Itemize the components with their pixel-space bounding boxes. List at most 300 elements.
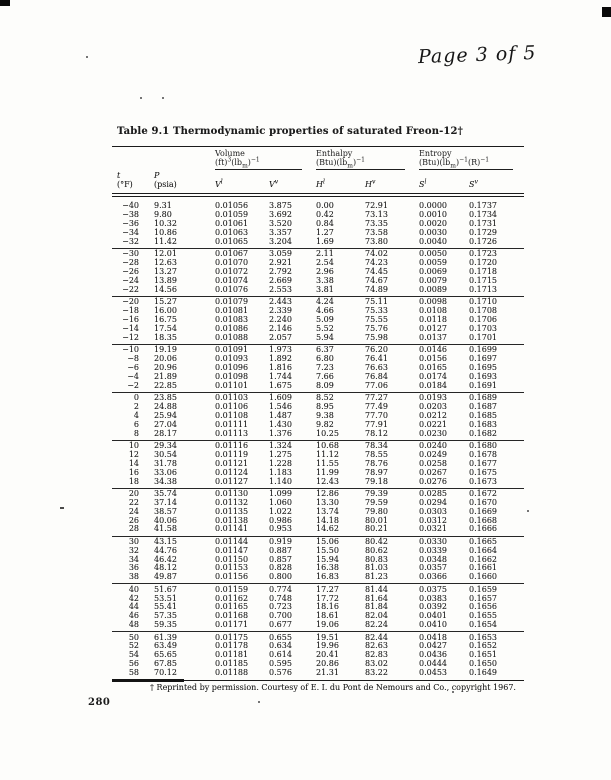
table-cell: 21.31	[316, 668, 339, 678]
table-cell: 0.01116	[215, 440, 249, 450]
table-cell: 40.06	[154, 515, 177, 525]
table-cell: 83.22	[365, 668, 388, 678]
table-cell: 5.52	[316, 323, 334, 333]
scan-artifact	[258, 701, 260, 703]
table-cell: 0	[133, 392, 139, 402]
table-cell: 35.74	[154, 488, 177, 498]
column-header-p: P (psia)	[154, 171, 177, 189]
table-cell: 77.06	[365, 380, 388, 390]
table-cell: 0.01079	[215, 297, 249, 307]
table-cell: 0.1662	[469, 554, 497, 564]
table-cell: 18.35	[154, 332, 177, 342]
table-cell: 16.38	[316, 563, 339, 573]
table-cell: 16.83	[316, 572, 339, 582]
table-cell: 8	[133, 428, 139, 438]
table-cell: 0.01153	[215, 563, 249, 573]
table-cell: 0.723	[269, 602, 292, 612]
table-cell: 0.01065	[215, 236, 249, 246]
table-cell: 20.86	[316, 659, 339, 669]
table-cell: 3.38	[316, 275, 334, 285]
table-column-header-row	[117, 172, 519, 190]
table-cell: 0.1668	[469, 515, 497, 525]
column-header-t: t (°F)	[117, 171, 133, 189]
table-cell: 0.655	[269, 632, 292, 642]
table-cell: 0.774	[269, 584, 292, 594]
table-cell: 0.1691	[469, 380, 497, 390]
table-cell: 0.1737	[469, 201, 497, 211]
table-cell: 80.21	[365, 524, 388, 534]
table-cell: 76.41	[365, 353, 388, 363]
table-cell: 0.0137	[419, 332, 447, 342]
table-cell: 83.02	[365, 659, 388, 669]
table-cell: 0.01108	[215, 410, 249, 420]
table-cell: −28	[122, 258, 139, 268]
table-cell: 1.675	[269, 380, 292, 390]
table-cell: 29.34	[154, 440, 177, 450]
table-cell: 0.01135	[215, 506, 249, 516]
table-cell: 0.0020	[419, 219, 447, 229]
table-cell: −32	[122, 236, 139, 246]
table-cell: 0.953	[269, 524, 292, 534]
table-cell: 0.576	[269, 668, 292, 678]
table-cell: 56	[128, 659, 139, 669]
table-cell: 5.09	[316, 314, 334, 324]
table-cell: 74.23	[365, 258, 388, 268]
table-cell: 0.0230	[419, 428, 447, 438]
table-cell: 7.66	[316, 371, 334, 381]
table-cell: 0.01159	[215, 584, 249, 594]
column-header-vl: $V^l$	[215, 178, 223, 189]
table-cell: 0.0212	[419, 410, 447, 420]
table-cell: 0.1708	[469, 306, 497, 316]
table-cell: 2.669	[269, 275, 292, 285]
table-cell: 0.0392	[419, 602, 447, 612]
table-cell: 0.0240	[419, 440, 447, 450]
table-cell: 14	[128, 458, 139, 468]
table-row	[117, 478, 519, 487]
table-cell: 3.81	[316, 284, 334, 294]
table-cell: 4.66	[316, 306, 334, 316]
table-cell: −26	[122, 267, 139, 277]
table-cell: 26	[128, 515, 139, 525]
table-cell: 0.1695	[469, 362, 497, 372]
table-cell: 3.875	[269, 201, 292, 211]
table-cell: 0.0418	[419, 632, 447, 642]
table-cell: 13.74	[316, 506, 339, 516]
column-header-hv: $H^v$	[365, 178, 376, 189]
table-cell: 75.55	[365, 314, 388, 324]
table-cell: 0.857	[269, 554, 292, 564]
table-cell: 34.38	[154, 476, 177, 486]
freon12-saturation-table	[117, 126, 519, 681]
table-cell: 0.01132	[215, 497, 249, 507]
table-cell: 0.1726	[469, 236, 497, 246]
scan-artifact	[86, 56, 88, 58]
table-cell: 2.240	[269, 314, 292, 324]
table-cell: 0.01091	[215, 345, 249, 355]
column-header-hl: $H^l$	[316, 178, 325, 189]
table-cell: 0.0203	[419, 401, 447, 411]
table-cell: 0.01141	[215, 524, 249, 534]
table-cell: −40	[122, 201, 139, 211]
table-cell: 30.54	[154, 449, 177, 459]
table-cell: 0.0193	[419, 392, 447, 402]
table-cell: 42	[128, 593, 139, 603]
table-cell: 59.35	[154, 620, 177, 630]
table-cell: 1.609	[269, 392, 292, 402]
table-cell: 0.1731	[469, 219, 497, 229]
table-cell: 40	[128, 584, 139, 594]
table-cell: 0.1718	[469, 267, 497, 277]
table-cell: 0.1701	[469, 332, 497, 342]
table-cell: 81.44	[365, 584, 388, 594]
table-cell: 55.41	[154, 602, 177, 612]
table-cell: 28.17	[154, 428, 177, 438]
table-cell: 0.1664	[469, 545, 497, 555]
table-cell: 18	[128, 476, 139, 486]
table-cell: 65.65	[154, 650, 177, 660]
table-cell: 22.85	[154, 380, 177, 390]
table-block	[112, 536, 524, 584]
column-group-units: $(Btu)(lb_m)^{-1}(R)^{-1}$	[419, 155, 490, 170]
table-block	[112, 296, 524, 344]
table-cell: 0.01076	[215, 284, 249, 294]
table-cell: 10	[128, 440, 139, 450]
table-cell: 0.1678	[469, 449, 497, 459]
table-cell: 12.63	[154, 258, 177, 268]
table-cell: 0.0010	[419, 210, 447, 220]
table-cell: 46.42	[154, 554, 177, 564]
table-cell: 25.94	[154, 410, 177, 420]
table-cell: 30	[128, 536, 139, 546]
table-cell: 0.0321	[419, 524, 447, 534]
table-cell: 15.50	[316, 545, 339, 555]
table-cell: 0.0339	[419, 545, 447, 555]
table-cell: 50	[128, 632, 139, 642]
table-cell: 1.430	[269, 419, 292, 429]
table-cell: 0.828	[269, 563, 292, 573]
scan-artifact	[602, 7, 611, 17]
table-cell: 13.89	[154, 275, 177, 285]
table-cell: 2.11	[316, 249, 334, 259]
table-cell: 0.0000	[419, 201, 447, 211]
table-cell: 54	[128, 650, 139, 660]
table-cell: 0.01171	[215, 620, 249, 630]
column-group-units: $(Btu)(lb_m)^{-1}$	[316, 155, 365, 170]
table-cell: 82.44	[365, 632, 388, 642]
table-cell: 49.87	[154, 572, 177, 582]
table-cell: 0.0249	[419, 449, 447, 459]
column-group-label: Volume	[215, 149, 245, 158]
table-cell: 0.1715	[469, 275, 497, 285]
table-row	[117, 669, 519, 678]
table-cell: 76.20	[365, 345, 388, 355]
table-block	[112, 440, 524, 488]
table-cell: 78.97	[365, 467, 388, 477]
table-cell: −12	[122, 332, 139, 342]
table-cell: 74.45	[365, 267, 388, 277]
table-cell: 0.1655	[469, 611, 497, 621]
table-cell: 0.887	[269, 545, 292, 555]
table-cell: 79.59	[365, 497, 388, 507]
table-cell: 77.27	[365, 392, 388, 402]
table-cell: 17.72	[316, 593, 339, 603]
table-cell: 1.022	[269, 506, 292, 516]
table-cell: 2.54	[316, 258, 334, 268]
table-cell: 0.800	[269, 572, 292, 582]
table-cell: 32	[128, 545, 139, 555]
table-cell: 0.01111	[215, 419, 249, 429]
table-cell: 0.01150	[215, 554, 249, 564]
table-cell: 0.0174	[419, 371, 447, 381]
table-cell: 0.0079	[419, 275, 447, 285]
table-cell: 0.0184	[419, 380, 447, 390]
table-cell: 0.919	[269, 536, 292, 546]
table-cell: −38	[122, 210, 139, 220]
table-cell: 80.42	[365, 536, 388, 546]
table-cell: 0.0108	[419, 306, 447, 316]
table-cell: 0.0221	[419, 419, 447, 429]
table-cell: 20	[128, 488, 139, 498]
table-cell: 34	[128, 554, 139, 564]
table-cell: 0.0276	[419, 476, 447, 486]
table-cell: 3.692	[269, 210, 292, 220]
table-cell: 0.1673	[469, 476, 497, 486]
table-cell: 0.0444	[419, 659, 447, 669]
table-cell: 0.01081	[215, 306, 249, 316]
table-cell: 2.057	[269, 332, 292, 342]
table-cell: 79.39	[365, 488, 388, 498]
table-cell: 24.88	[154, 401, 177, 411]
table-cell: 81.84	[365, 602, 388, 612]
table-cell: 0.1649	[469, 668, 497, 678]
table-cell: 76.84	[365, 371, 388, 381]
table-cell: 0.01185	[215, 659, 249, 669]
table-cell: 2.146	[269, 323, 292, 333]
table-cell: 77.49	[365, 401, 388, 411]
table-cell: −16	[122, 314, 139, 324]
table-cell: 0.1670	[469, 497, 497, 507]
table-body	[117, 201, 519, 679]
table-cell: 1.69	[316, 236, 334, 246]
table-cell: 19.06	[316, 620, 339, 630]
table-cell: 78.12	[365, 428, 388, 438]
table-cell: 4.24	[316, 297, 334, 307]
table-cell: −8	[127, 353, 139, 363]
table-cell: 9.38	[316, 410, 334, 420]
table-cell: 0.0089	[419, 284, 447, 294]
table-cell: 2.339	[269, 306, 292, 316]
table-cell: 0.0156	[419, 353, 447, 363]
table-cell: 0.1653	[469, 632, 497, 642]
table-block	[112, 344, 524, 392]
table-cell: 0.01175	[215, 632, 249, 642]
scan-artifact	[60, 507, 64, 509]
table-cell: 52	[128, 641, 139, 651]
table-cell: 2.96	[316, 267, 334, 277]
table-cell: 0.01181	[215, 650, 249, 660]
table-cell: 0.634	[269, 641, 292, 651]
table-cell: −14	[122, 323, 139, 333]
table-cell: 51.67	[154, 584, 177, 594]
table-cell: 0.1672	[469, 488, 497, 498]
table-cell: 53.51	[154, 593, 177, 603]
table-cell: 0.01067	[215, 249, 249, 259]
table-block	[112, 392, 524, 440]
table-cell: 0.01074	[215, 275, 249, 285]
table-cell: 3.204	[269, 236, 292, 246]
table-cell: 9.82	[316, 419, 334, 429]
table-cell: 14.56	[154, 284, 177, 294]
table-cell: 0.01086	[215, 323, 249, 333]
table-cell: 0.01083	[215, 314, 249, 324]
table-cell: 41.58	[154, 524, 177, 534]
table-cell: 23.85	[154, 392, 177, 402]
table-cell: 12.86	[316, 488, 339, 498]
table-row	[117, 621, 519, 630]
table-cell: 44	[128, 602, 139, 612]
table-cell: 0.595	[269, 659, 292, 669]
table-cell: 0.0146	[419, 345, 447, 355]
table-cell: 43.15	[154, 536, 177, 546]
table-cell: 11.12	[316, 449, 339, 459]
table-cell: 18.16	[316, 602, 339, 612]
table-cell: 10.86	[154, 228, 177, 238]
table-cell: 1.183	[269, 467, 292, 477]
table-cell: 0.0348	[419, 554, 447, 564]
table-cell: 58	[128, 668, 139, 678]
table-cell: 0.0427	[419, 641, 447, 651]
table-row	[117, 525, 519, 534]
table-cell: 0.1666	[469, 524, 497, 534]
table-cell: 77.70	[365, 410, 388, 420]
table-cell: 82.24	[365, 620, 388, 630]
table-cell: 0.01072	[215, 267, 249, 277]
table-cell: 0.01093	[215, 353, 249, 363]
column-header-sv: $S^v$	[469, 178, 478, 189]
column-group-units: $(ft)^3(lb_m)^{-1}$	[215, 155, 260, 170]
table-cell: 0.01063	[215, 228, 249, 238]
table-cell: 12.01	[154, 249, 177, 259]
table-cell: 0.01070	[215, 258, 249, 268]
table-cell: 0.0357	[419, 563, 447, 573]
table-cell: 0.748	[269, 593, 292, 603]
table-cell: 75.11	[365, 297, 388, 307]
table-row	[117, 430, 519, 439]
table-cell: 1.228	[269, 458, 292, 468]
table-cell: 81.64	[365, 593, 388, 603]
table-cell: 0.01059	[215, 210, 249, 220]
table-cell: 57.35	[154, 611, 177, 621]
table-cell: 8.09	[316, 380, 334, 390]
table-cell: 3.357	[269, 228, 292, 238]
table-cell: 0.0383	[419, 593, 447, 603]
table-cell: 0.0303	[419, 506, 447, 516]
handwritten-page-note: Page 3 of 5	[417, 41, 537, 69]
table-cell: 0.0127	[419, 323, 447, 333]
table-cell: 74.67	[365, 275, 388, 285]
table-cell: −10	[122, 345, 139, 355]
table-cell: 0.0165	[419, 362, 447, 372]
table-cell: 31.78	[154, 458, 177, 468]
table-cell: 0.1683	[469, 419, 497, 429]
table-cell: 6	[133, 419, 139, 429]
table-cell: 1.816	[269, 362, 292, 372]
table-block	[112, 248, 524, 296]
table-cell: 36	[128, 563, 139, 573]
table-cell: 1.892	[269, 353, 292, 363]
table-cell: 3.520	[269, 219, 292, 229]
table-cell: 1.487	[269, 410, 292, 420]
table-cell: 0.1651	[469, 650, 497, 660]
table-cell: 0.1665	[469, 536, 497, 546]
column-group-volume	[215, 150, 316, 170]
table-cell: 73.13	[365, 210, 388, 220]
table-cell: 0.01113	[215, 428, 249, 438]
table-cell: 19.51	[316, 632, 339, 642]
scan-artifact	[140, 97, 142, 99]
table-cell: 0.01127	[215, 476, 249, 486]
table-cell: 0.1689	[469, 392, 497, 402]
table-cell: 80.83	[365, 554, 388, 564]
table-cell: 2	[133, 401, 139, 411]
table-cell: 12	[128, 449, 139, 459]
table-cell: 0.01162	[215, 593, 249, 603]
table-cell: 20.06	[154, 353, 177, 363]
table-cell: 0.1703	[469, 323, 497, 333]
table-cell: 14.18	[316, 515, 339, 525]
table-cell: 13.30	[316, 497, 339, 507]
table-cell: 38.57	[154, 506, 177, 516]
table-cell: 0.01098	[215, 371, 249, 381]
table-cell: 0.1657	[469, 593, 497, 603]
table-double-rule	[112, 193, 524, 197]
table-cell: −20	[122, 297, 139, 307]
table-cell: 75.76	[365, 323, 388, 333]
table-cell: 0.614	[269, 650, 292, 660]
table-cell: 0.01124	[215, 467, 249, 477]
table-cell: −6	[127, 362, 139, 372]
table-cell: 21.89	[154, 371, 177, 381]
table-cell: 38	[128, 572, 139, 582]
table-cell: 78.76	[365, 458, 388, 468]
table-cell: 0.01119	[215, 449, 249, 459]
table-cell: 2.792	[269, 267, 292, 277]
table-cell: 0.1687	[469, 401, 497, 411]
table-cell: 0.00	[316, 201, 334, 211]
table-cell: 78.34	[365, 440, 388, 450]
table-cell: 67.85	[154, 659, 177, 669]
table-cell: 82.63	[365, 641, 388, 651]
table-cell: 6.80	[316, 353, 334, 363]
table-cell: 33.06	[154, 467, 177, 477]
table-cell: 63.49	[154, 641, 177, 651]
table-cell: 10.25	[316, 428, 339, 438]
table-cell: 1.099	[269, 488, 292, 498]
table-cell: 1.546	[269, 401, 292, 411]
table-cell: 0.0294	[419, 497, 447, 507]
table-cell: 79.18	[365, 476, 388, 486]
table-cell: 0.01056	[215, 201, 249, 211]
table-cell: 0.01168	[215, 611, 249, 621]
table-cell: 0.01178	[215, 641, 249, 651]
table-cell: 0.0375	[419, 584, 447, 594]
table-cell: 0.01147	[215, 545, 249, 555]
table-cell: 0.0366	[419, 572, 447, 582]
table-cell: 76.63	[365, 362, 388, 372]
table-group-header-row	[117, 150, 519, 170]
table-cell: 1.060	[269, 497, 292, 507]
